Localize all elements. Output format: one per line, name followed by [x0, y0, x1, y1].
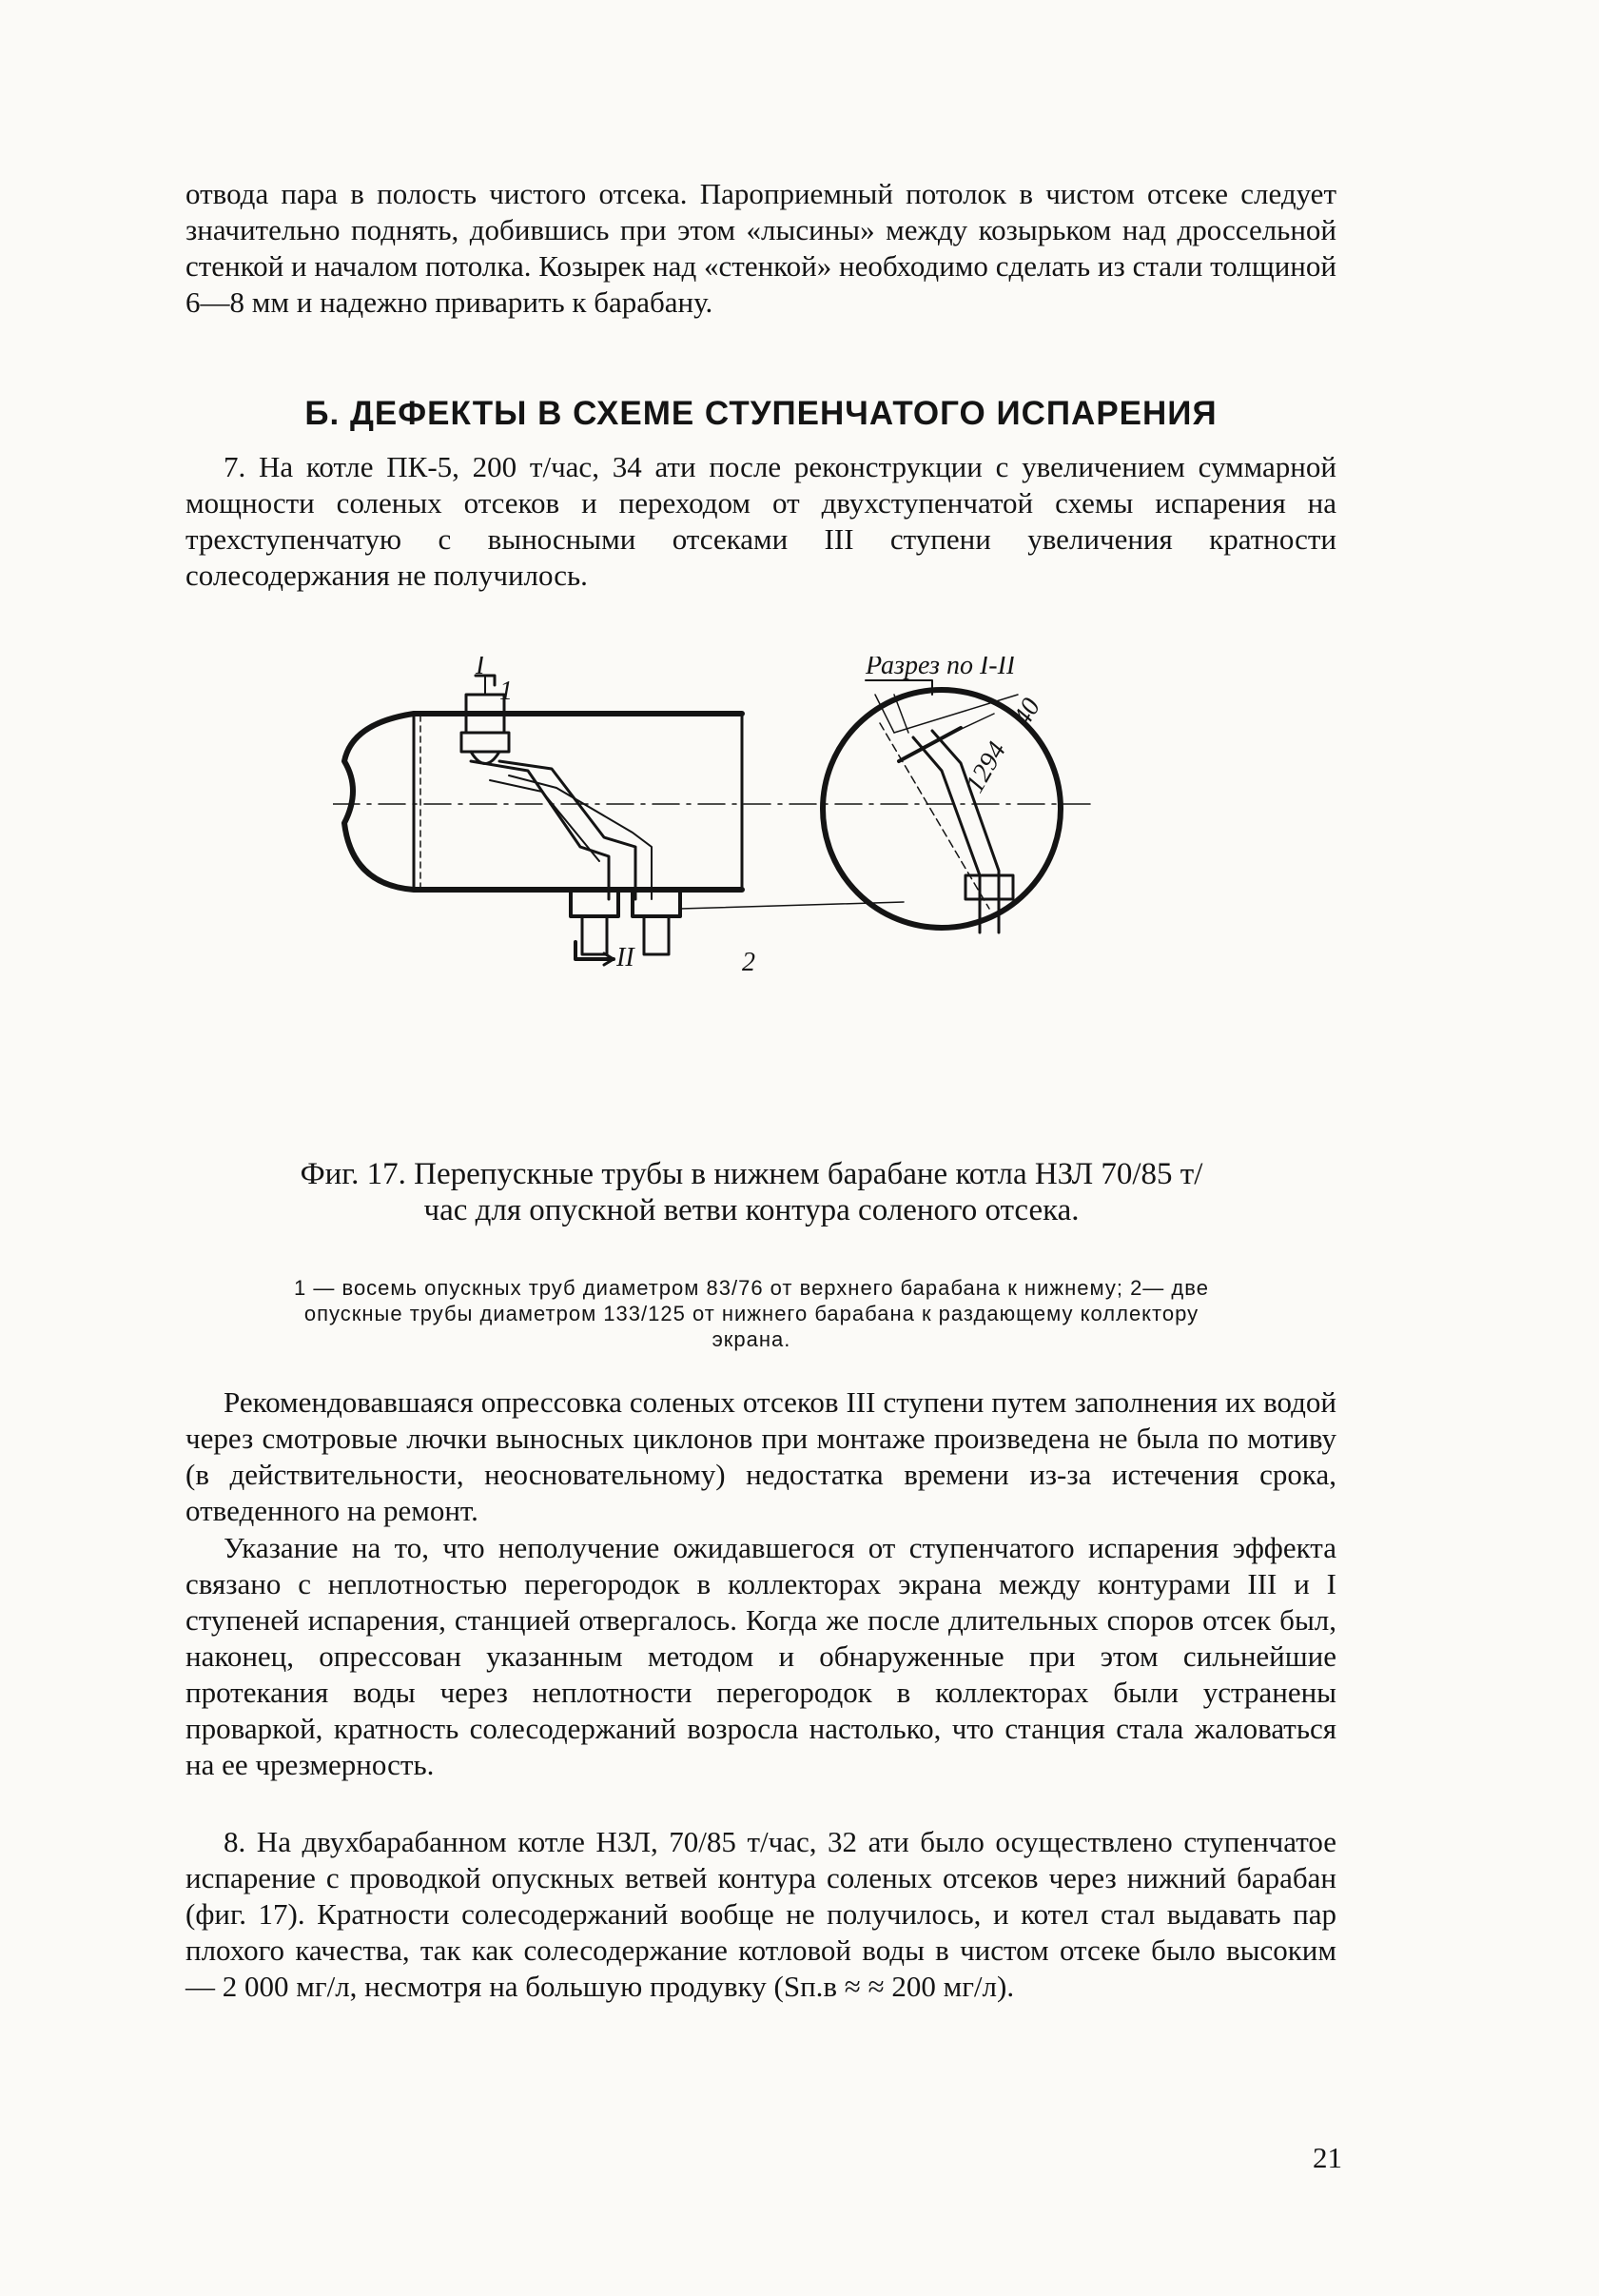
label-section-II: II [616, 943, 634, 972]
figure-17 [333, 657, 1094, 1132]
figure-caption: Фиг. 17. Перепускные трубы в нижнем барабане котла НЗЛ 70/85 т/час для опускной ветви контура соленого отсека. [300, 1157, 1203, 1227]
paragraph-pressure-test: Рекомендовавшаяся опрессовка соленых отсеков III ступени путем заполнения их водой через смотровые лючки выносных циклонов при монтаже произведена не была по мотиву (в действительности, неосновательному) недостатка времени из-за истечения срока, отведенного на ремонт. [185, 1385, 1336, 1527]
page-number: 21 [1313, 2141, 1342, 2174]
section-title: Разрез по I-II [866, 657, 1016, 680]
paragraph-partition-leak: Указание на то, что неполучение ожидавшегося от ступенчатого испарения эффекта связано с неплотностью перегородок в коллекторах экрана между контурами III и I ступеней испарения, станцией отвергалось. Когда же после длительных споров отсек был, наконец, опрессован указанным методом и обнаруженные при этом сильнейшие протекания воды через неплотности перегородок в коллекторах были устранены проваркой, кратность солесодержаний возросла настолько, что станция стала жаловаться на ее чрезмерность. [185, 1531, 1336, 1781]
section-heading: Б. ДЕФЕКТЫ В СХЕМЕ СТУПЕНЧАТОГО ИСПАРЕНИЯ [304, 395, 1218, 432]
paragraph-continuation: отвода пара в полость чистого отсека. Пароприемный потолок в чистом отсеке следует значительно поднять, добившись при этом «лысины» между козырьком над дроссельной стенкой и началом потолка. Козырек над «стенкой» необходимо сделать из стали толщиной 6—8 мм и надежно приварить к барабану. [185, 177, 1336, 319]
label-section-I: I [476, 657, 485, 680]
drum-diagram [333, 657, 1094, 1132]
paragraph-item-7: 7. На котле ПК-5, 200 т/час, 34 ати после реконструкции с увеличением суммарной мощности соленых отсеков и переходом от двухступенчатой схемы испарения на трехступенчатую с выносными отсеками III ступени увеличения кратности солесодержания не получилось. [185, 450, 1336, 592]
dim-40: 40 [1007, 693, 1047, 732]
label-1-left: 1 [499, 677, 513, 706]
dim-1294: 1294 [960, 736, 1013, 798]
label-2: 2 [742, 948, 755, 977]
paragraph-item-8: 8. На двухбарабанном котле НЗЛ, 70/85 т/час, 32 ати было осуществлено ступенчатое испарение с проводкой опускных ветвей контура соленых отсеков через нижний барабан (фиг. 17). Кратности солесодержаний вообще не получилось, и котел стал выдавать пар плохого качества, так как солесодержание котловой воды в чистом отсеке было высоким — 2 000 мг/л, несмотря на большую продувку (Sп.в ≈ ≈ 200 мг/л). [185, 1825, 1336, 2003]
figure-legend: 1 — восемь опускных труб диаметром 83/76 от верхнего барабана к нижнему; 2— две опускные трубы диаметром 133/125 от нижнего барабана к раздающему коллектору экрана. [294, 1276, 1209, 1351]
